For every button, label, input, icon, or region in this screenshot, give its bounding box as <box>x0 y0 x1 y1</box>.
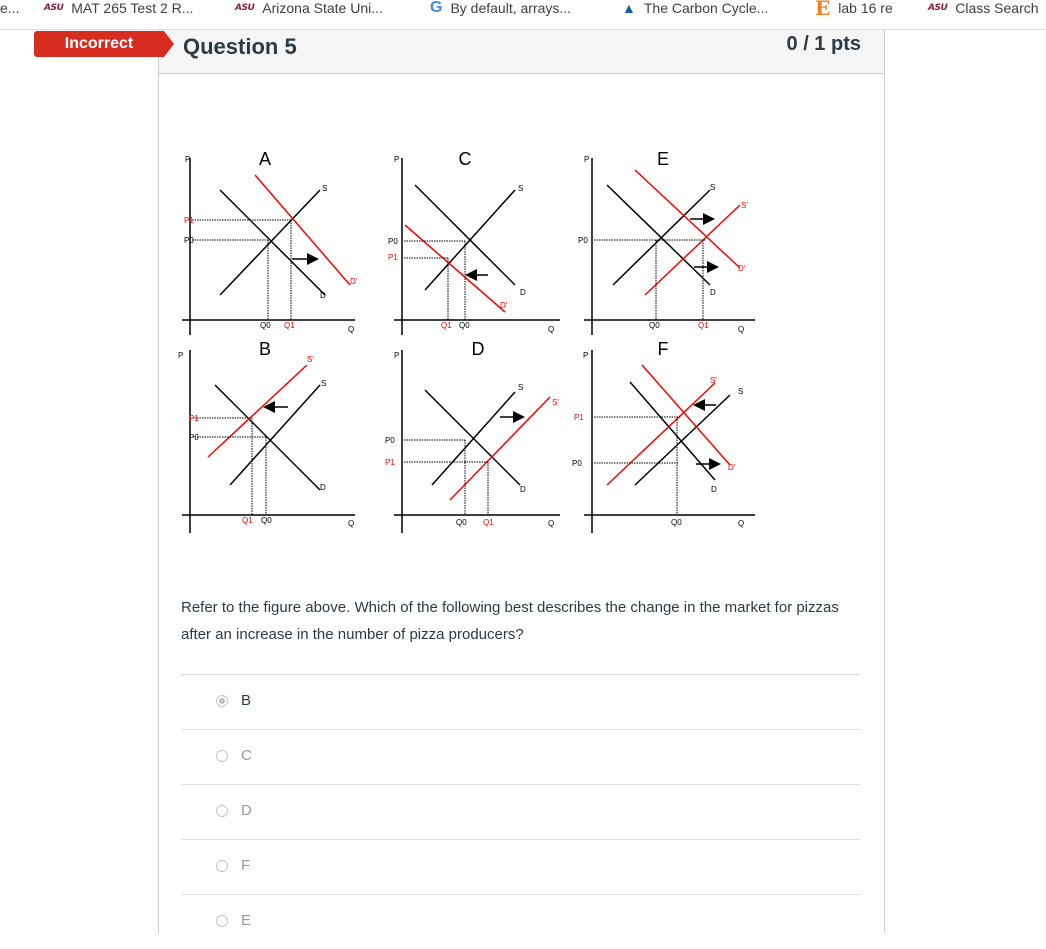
svg-text:D: D <box>520 485 526 494</box>
svg-text:Q1: Q1 <box>698 321 709 330</box>
svg-text:S': S' <box>741 201 748 210</box>
answer-label: D <box>241 802 252 819</box>
svg-text:S: S <box>518 184 524 193</box>
answer-option-d[interactable] <box>181 784 860 839</box>
answer-label: B <box>241 692 252 709</box>
svg-text:P0: P0 <box>572 459 582 468</box>
panel-f <box>572 339 755 533</box>
svg-text:S: S <box>322 184 328 193</box>
svg-text:Q: Q <box>348 519 355 528</box>
svg-text:D: D <box>710 288 716 297</box>
svg-text:Q: Q <box>738 519 745 528</box>
svg-text:Q1: Q1 <box>483 518 494 527</box>
radio-selected[interactable] <box>216 695 228 707</box>
svg-text:P1: P1 <box>184 216 194 225</box>
svg-text:Q0: Q0 <box>459 321 470 330</box>
svg-text:D: D <box>711 485 717 494</box>
svg-text:P0: P0 <box>388 237 398 246</box>
svg-text:P0: P0 <box>184 236 194 245</box>
svg-text:P1: P1 <box>388 253 398 262</box>
svg-text:P0: P0 <box>385 436 395 445</box>
google-icon: G <box>430 0 443 16</box>
answer-label: E <box>241 912 252 929</box>
panel-title-c: C <box>458 149 472 169</box>
svg-text:P: P <box>185 155 191 164</box>
svg-text:P0: P0 <box>578 236 588 245</box>
supply-demand-figure <box>170 140 760 545</box>
question-points: 0 / 1 pts <box>786 33 861 55</box>
svg-text:S: S <box>321 379 327 388</box>
panel-title-b: B <box>258 339 272 359</box>
asu-icon: ASU <box>44 3 64 13</box>
svg-text:Q0: Q0 <box>261 516 272 525</box>
svg-text:P: P <box>178 351 184 360</box>
svg-text:D: D <box>520 288 526 297</box>
svg-text:P1: P1 <box>385 458 395 467</box>
question-title: Question 5 <box>183 34 297 59</box>
svg-text:S: S <box>710 183 716 192</box>
svg-text:S': S' <box>307 355 314 364</box>
bookmark-carbon-cycle[interactable]: ▲ The Carbon Cycle... <box>622 0 769 16</box>
answer-label: C <box>241 747 252 764</box>
panel-title-e: E <box>656 149 670 169</box>
answer-option-e[interactable] <box>181 894 860 949</box>
badge-arrow <box>164 31 174 57</box>
bookmark-class-search[interactable]: ASU Class Search <box>928 0 1039 16</box>
panel-b <box>178 339 355 533</box>
bookmark-asu[interactable]: ASU Arizona State Uni... <box>235 0 383 16</box>
svg-text:D': D' <box>500 301 508 310</box>
radio[interactable] <box>216 750 228 762</box>
bookmark-arrays[interactable]: G By default, arrays... <box>430 0 572 16</box>
svg-text:Q0: Q0 <box>671 518 682 527</box>
incorrect-badge: Incorrect <box>34 31 164 57</box>
svg-text:S': S' <box>710 376 717 385</box>
panel-e <box>578 149 755 335</box>
panel-title-f: F <box>657 339 669 359</box>
svg-text:Q0: Q0 <box>649 321 660 330</box>
answer-option-c[interactable] <box>181 729 860 784</box>
svg-text:Q0: Q0 <box>456 518 467 527</box>
svg-text:D': D' <box>350 277 358 286</box>
panel-a <box>182 149 358 335</box>
svg-text:D: D <box>320 291 326 300</box>
question-text: Refer to the figure above. Which of the following best describes the change in the market for pizzas after an increase in the number of pizza producers? <box>181 599 839 643</box>
svg-text:Q: Q <box>548 325 555 334</box>
svg-text:D': D' <box>728 463 736 472</box>
answer-option-b[interactable] <box>181 674 860 729</box>
panel-title-d: D <box>471 339 485 359</box>
svg-text:D: D <box>320 483 326 492</box>
svg-text:S': S' <box>552 398 559 407</box>
svg-text:Q1: Q1 <box>284 321 295 330</box>
svg-text:Q: Q <box>738 325 745 334</box>
svg-text:P: P <box>584 155 590 164</box>
radio[interactable] <box>216 805 228 817</box>
bookmarks-bar <box>0 0 1046 30</box>
answer-label: F <box>241 857 251 874</box>
radio[interactable] <box>216 860 228 872</box>
panel-d <box>385 339 560 533</box>
svg-text:P: P <box>394 155 400 164</box>
svg-text:Q: Q <box>548 519 555 528</box>
asu-icon: ASU <box>928 3 948 13</box>
answer-list <box>181 674 860 949</box>
svg-text:Q1: Q1 <box>242 516 253 525</box>
e-icon: E <box>815 0 831 20</box>
bookmark-truncated[interactable]: e... <box>0 0 20 16</box>
svg-text:S: S <box>738 387 744 396</box>
panel-c <box>388 149 560 335</box>
svg-text:P: P <box>394 351 400 360</box>
svg-text:Q: Q <box>348 325 355 334</box>
radio[interactable] <box>216 915 228 927</box>
svg-text:P1: P1 <box>189 414 199 423</box>
question-header <box>159 30 884 74</box>
bookmark-mat265[interactable]: ASU MAT 265 Test 2 R... <box>44 0 194 16</box>
svg-text:P0: P0 <box>189 433 199 442</box>
svg-text:Q0: Q0 <box>260 321 271 330</box>
svg-text:S: S <box>518 383 524 392</box>
asu-icon: ASU <box>235 3 255 13</box>
answer-option-f[interactable] <box>181 839 860 894</box>
bookmark-lab16[interactable]: E lab 16 re <box>815 0 893 20</box>
svg-text:Q1: Q1 <box>441 321 452 330</box>
panel-title-a: A <box>258 149 272 169</box>
triangle-icon: ▲ <box>622 0 636 16</box>
svg-text:D': D' <box>738 264 746 273</box>
svg-text:P: P <box>583 351 589 360</box>
svg-text:P1: P1 <box>574 413 584 422</box>
